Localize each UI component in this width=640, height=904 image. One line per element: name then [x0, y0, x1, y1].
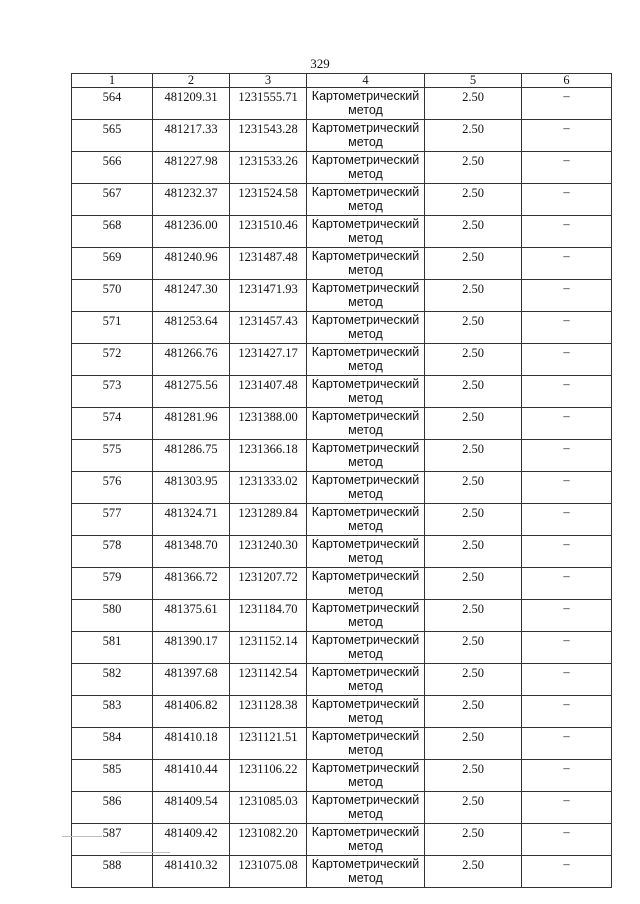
x-coordinate-cell: 481227.98 [153, 152, 230, 184]
point-number-cell: 581 [72, 632, 153, 664]
method-cell [307, 248, 425, 280]
point-number-cell: 568 [72, 216, 153, 248]
note-cell: – [522, 88, 612, 120]
point-number-cell: 573 [72, 376, 153, 408]
method-line-1: Картометрический [311, 217, 420, 231]
method-line-1: Картометрический [311, 537, 420, 551]
accuracy-cell: 2.50 [425, 376, 522, 408]
method-cell [307, 696, 425, 728]
table-row [72, 600, 612, 632]
method-line-1: Картометрический [311, 153, 420, 167]
method-line-2: метод [348, 679, 383, 693]
note-cell: – [522, 824, 612, 856]
method-cell [307, 632, 425, 664]
table-row [72, 568, 612, 600]
x-coordinate-cell: 481348.70 [153, 536, 230, 568]
accuracy-cell: 2.50 [425, 536, 522, 568]
x-coordinate-cell: 481390.17 [153, 632, 230, 664]
method-line-1: Картометрический [311, 121, 420, 135]
method-line-1: Картометрический [311, 505, 420, 519]
note-cell: – [522, 216, 612, 248]
method-line-1: Картометрический [311, 409, 420, 423]
table-row [72, 792, 612, 824]
x-coordinate-cell: 481406.82 [153, 696, 230, 728]
point-number-cell: 564 [72, 88, 153, 120]
accuracy-cell: 2.50 [425, 184, 522, 216]
point-number-cell: 579 [72, 568, 153, 600]
x-coordinate-cell: 481409.54 [153, 792, 230, 824]
accuracy-cell: 2.50 [425, 664, 522, 696]
y-coordinate-cell: 1231121.51 [230, 728, 307, 760]
note-cell: – [522, 408, 612, 440]
y-coordinate-cell: 1231333.02 [230, 472, 307, 504]
method-line-2: метод [348, 743, 383, 757]
y-coordinate-cell: 1231388.00 [230, 408, 307, 440]
y-coordinate-cell: 1231152.14 [230, 632, 307, 664]
table-row [72, 88, 612, 120]
method-cell [307, 376, 425, 408]
accuracy-cell: 2.50 [425, 856, 522, 888]
accuracy-cell: 2.50 [425, 120, 522, 152]
method-cell [307, 504, 425, 536]
method-cell [307, 536, 425, 568]
scan-artifact [120, 852, 170, 853]
accuracy-cell: 2.50 [425, 88, 522, 120]
table-row [72, 280, 612, 312]
point-number-cell: 572 [72, 344, 153, 376]
method-line-1: Картометрический [311, 857, 420, 871]
method-cell [307, 792, 425, 824]
method-line-1: Картометрический [311, 761, 420, 775]
column-number-row [72, 74, 612, 88]
x-coordinate-cell: 481375.61 [153, 600, 230, 632]
method-cell [307, 280, 425, 312]
method-cell [307, 600, 425, 632]
x-coordinate-cell: 481409.42 [153, 824, 230, 856]
accuracy-cell: 2.50 [425, 280, 522, 312]
x-coordinate-cell: 481303.95 [153, 472, 230, 504]
method-line-1: Картометрический [311, 281, 420, 295]
point-number-cell: 580 [72, 600, 153, 632]
note-cell: – [522, 376, 612, 408]
x-coordinate-cell: 481240.96 [153, 248, 230, 280]
note-cell: – [522, 120, 612, 152]
accuracy-cell: 2.50 [425, 568, 522, 600]
method-cell [307, 88, 425, 120]
point-number-cell: 571 [72, 312, 153, 344]
point-number-cell: 588 [72, 856, 153, 888]
y-coordinate-cell: 1231075.08 [230, 856, 307, 888]
accuracy-cell: 2.50 [425, 248, 522, 280]
method-cell [307, 728, 425, 760]
method-line-1: Картометрический [311, 441, 420, 455]
point-number-cell: 587 [72, 824, 153, 856]
y-coordinate-cell: 1231510.46 [230, 216, 307, 248]
point-number-cell: 578 [72, 536, 153, 568]
note-cell: – [522, 312, 612, 344]
method-line-2: метод [348, 615, 383, 629]
method-cell [307, 216, 425, 248]
note-cell: – [522, 664, 612, 696]
y-coordinate-cell: 1231207.72 [230, 568, 307, 600]
y-coordinate-cell: 1231471.93 [230, 280, 307, 312]
method-line-1: Картометрический [311, 569, 420, 583]
accuracy-cell: 2.50 [425, 344, 522, 376]
column-header: 1 [72, 74, 153, 88]
method-cell [307, 760, 425, 792]
method-line-1: Картометрический [311, 473, 420, 487]
note-cell: – [522, 344, 612, 376]
y-coordinate-cell: 1231427.17 [230, 344, 307, 376]
method-cell [307, 184, 425, 216]
y-coordinate-cell: 1231082.20 [230, 824, 307, 856]
y-coordinate-cell: 1231128.38 [230, 696, 307, 728]
table-row [72, 536, 612, 568]
accuracy-cell: 2.50 [425, 632, 522, 664]
note-cell: – [522, 184, 612, 216]
method-line-2: метод [348, 807, 383, 821]
method-line-1: Картометрический [311, 89, 420, 103]
method-line-1: Картометрический [311, 601, 420, 615]
note-cell: – [522, 792, 612, 824]
table-row [72, 216, 612, 248]
table-row [72, 344, 612, 376]
x-coordinate-cell: 481266.76 [153, 344, 230, 376]
table-row [72, 120, 612, 152]
column-header: 2 [153, 74, 230, 88]
x-coordinate-cell: 481410.18 [153, 728, 230, 760]
method-cell [307, 568, 425, 600]
point-number-cell: 583 [72, 696, 153, 728]
method-line-2: метод [348, 775, 383, 789]
method-cell [307, 664, 425, 696]
y-coordinate-cell: 1231533.26 [230, 152, 307, 184]
method-cell [307, 408, 425, 440]
note-cell: – [522, 632, 612, 664]
note-cell: – [522, 600, 612, 632]
note-cell: – [522, 504, 612, 536]
x-coordinate-cell: 481410.32 [153, 856, 230, 888]
x-coordinate-cell: 481209.31 [153, 88, 230, 120]
point-number-cell: 576 [72, 472, 153, 504]
method-cell [307, 856, 425, 888]
x-coordinate-cell: 481275.56 [153, 376, 230, 408]
method-line-1: Картометрический [311, 345, 420, 359]
method-cell [307, 312, 425, 344]
method-line-2: метод [348, 199, 383, 213]
method-line-2: метод [348, 423, 383, 437]
y-coordinate-cell: 1231366.18 [230, 440, 307, 472]
method-cell [307, 440, 425, 472]
x-coordinate-cell: 481281.96 [153, 408, 230, 440]
method-line-2: метод [348, 103, 383, 117]
note-cell: – [522, 856, 612, 888]
method-line-1: Картометрический [311, 825, 420, 839]
point-number-cell: 586 [72, 792, 153, 824]
y-coordinate-cell: 1231240.30 [230, 536, 307, 568]
y-coordinate-cell: 1231487.48 [230, 248, 307, 280]
method-cell [307, 344, 425, 376]
accuracy-cell: 2.50 [425, 824, 522, 856]
note-cell: – [522, 152, 612, 184]
y-coordinate-cell: 1231457.43 [230, 312, 307, 344]
x-coordinate-cell: 481253.64 [153, 312, 230, 344]
y-coordinate-cell: 1231407.48 [230, 376, 307, 408]
y-coordinate-cell: 1231543.28 [230, 120, 307, 152]
method-line-1: Картометрический [311, 313, 420, 327]
method-line-2: метод [348, 583, 383, 597]
method-line-2: метод [348, 135, 383, 149]
point-number-cell: 577 [72, 504, 153, 536]
point-number-cell: 584 [72, 728, 153, 760]
point-number-cell: 585 [72, 760, 153, 792]
point-number-cell: 569 [72, 248, 153, 280]
table-row [72, 728, 612, 760]
method-cell [307, 120, 425, 152]
method-cell [307, 824, 425, 856]
y-coordinate-cell: 1231106.22 [230, 760, 307, 792]
note-cell: – [522, 536, 612, 568]
method-line-2: метод [348, 391, 383, 405]
x-coordinate-cell: 481232.37 [153, 184, 230, 216]
x-coordinate-cell: 481236.00 [153, 216, 230, 248]
method-line-2: метод [348, 551, 383, 565]
coordinates-table-body [72, 74, 612, 888]
y-coordinate-cell: 1231184.70 [230, 600, 307, 632]
note-cell: – [522, 728, 612, 760]
table-row [72, 632, 612, 664]
point-number-cell: 570 [72, 280, 153, 312]
accuracy-cell: 2.50 [425, 696, 522, 728]
method-line-2: метод [348, 359, 383, 373]
page-number: 329 [310, 56, 330, 71]
table-row [72, 664, 612, 696]
y-coordinate-cell: 1231142.54 [230, 664, 307, 696]
column-header: 4 [307, 74, 425, 88]
accuracy-cell: 2.50 [425, 792, 522, 824]
note-cell: – [522, 568, 612, 600]
table-row [72, 472, 612, 504]
method-line-2: метод [348, 327, 383, 341]
accuracy-cell: 2.50 [425, 408, 522, 440]
method-line-2: метод [348, 487, 383, 501]
table-row [72, 440, 612, 472]
accuracy-cell: 2.50 [425, 728, 522, 760]
x-coordinate-cell: 481366.72 [153, 568, 230, 600]
table-row [72, 760, 612, 792]
accuracy-cell: 2.50 [425, 504, 522, 536]
table-row [72, 376, 612, 408]
x-coordinate-cell: 481410.44 [153, 760, 230, 792]
method-line-1: Картометрический [311, 793, 420, 807]
method-line-2: метод [348, 263, 383, 277]
point-number-cell: 565 [72, 120, 153, 152]
x-coordinate-cell: 481324.71 [153, 504, 230, 536]
note-cell: – [522, 280, 612, 312]
point-number-cell: 567 [72, 184, 153, 216]
method-line-2: метод [348, 519, 383, 533]
method-line-2: метод [348, 871, 383, 885]
accuracy-cell: 2.50 [425, 760, 522, 792]
column-header: 3 [230, 74, 307, 88]
y-coordinate-cell: 1231524.58 [230, 184, 307, 216]
accuracy-cell: 2.50 [425, 600, 522, 632]
x-coordinate-cell: 481286.75 [153, 440, 230, 472]
accuracy-cell: 2.50 [425, 440, 522, 472]
column-header: 5 [425, 74, 522, 88]
method-line-2: метод [348, 231, 383, 245]
point-number-cell: 575 [72, 440, 153, 472]
method-line-1: Картометрический [311, 729, 420, 743]
coordinates-table [71, 73, 612, 888]
method-line-1: Картометрический [311, 665, 420, 679]
method-line-2: метод [348, 455, 383, 469]
accuracy-cell: 2.50 [425, 472, 522, 504]
y-coordinate-cell: 1231555.71 [230, 88, 307, 120]
method-line-2: метод [348, 167, 383, 181]
method-line-2: метод [348, 711, 383, 725]
method-line-1: Картометрический [311, 185, 420, 199]
method-cell [307, 152, 425, 184]
note-cell: – [522, 248, 612, 280]
method-line-2: метод [348, 647, 383, 661]
point-number-cell: 574 [72, 408, 153, 440]
point-number-cell: 582 [72, 664, 153, 696]
x-coordinate-cell: 481217.33 [153, 120, 230, 152]
table-row [72, 856, 612, 888]
point-number-cell: 566 [72, 152, 153, 184]
table-row [72, 312, 612, 344]
method-line-1: Картометрический [311, 249, 420, 263]
method-cell [307, 472, 425, 504]
y-coordinate-cell: 1231289.84 [230, 504, 307, 536]
note-cell: – [522, 760, 612, 792]
table-row [72, 152, 612, 184]
scan-artifact [62, 836, 102, 837]
note-cell: – [522, 696, 612, 728]
table-row [72, 696, 612, 728]
method-line-1: Картометрический [311, 633, 420, 647]
x-coordinate-cell: 481247.30 [153, 280, 230, 312]
method-line-1: Картометрический [311, 377, 420, 391]
note-cell: – [522, 440, 612, 472]
accuracy-cell: 2.50 [425, 152, 522, 184]
method-line-2: метод [348, 839, 383, 853]
table-row [72, 184, 612, 216]
method-line-1: Картометрический [311, 697, 420, 711]
y-coordinate-cell: 1231085.03 [230, 792, 307, 824]
accuracy-cell: 2.50 [425, 312, 522, 344]
table-row [72, 408, 612, 440]
table-row [72, 248, 612, 280]
accuracy-cell: 2.50 [425, 216, 522, 248]
method-line-2: метод [348, 295, 383, 309]
table-row [72, 504, 612, 536]
table-row [72, 824, 612, 856]
x-coordinate-cell: 481397.68 [153, 664, 230, 696]
column-header: 6 [522, 74, 612, 88]
note-cell: – [522, 472, 612, 504]
